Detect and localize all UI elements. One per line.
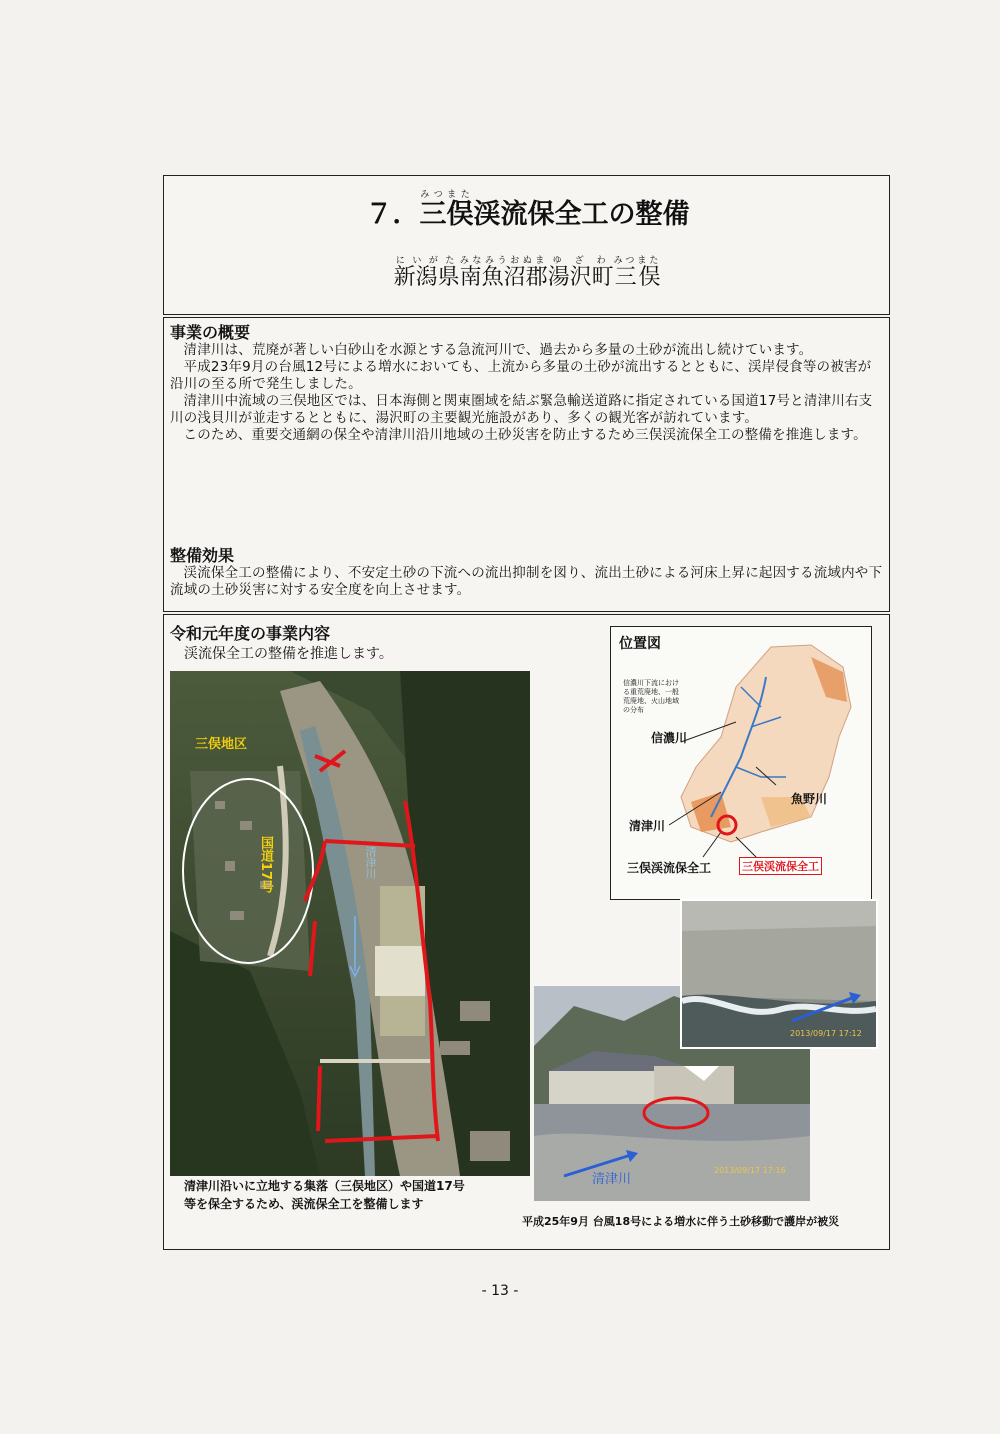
inset-timestamp: 2013/09/17 17:12 (790, 1029, 862, 1038)
title-box (163, 175, 890, 315)
map-label-uono: 魚野川 (791, 792, 828, 806)
page-number: - 13 - (481, 1283, 519, 1299)
overview-paragraph: このため、重要交通網の保全や清津川沿川地域の土砂災害を防止するため三俣渓流保全工の整備を推進します。 (183, 427, 867, 443)
page-title: ７．三俣みつまた渓流保全工の整備 (365, 190, 690, 230)
map-legend: 信濃川下流における重荒廃地、一般荒廃地、火山地域の分布 (623, 679, 679, 714)
map-label-site: 三俣渓流保全工 (627, 861, 712, 875)
map-label-shinano: 信濃川 (651, 731, 688, 745)
overview-heading: 事業の概要 (170, 323, 251, 342)
aerial-caption (184, 1177, 465, 1213)
aerial-photo (170, 671, 530, 1176)
effects-body (170, 565, 883, 599)
location-map (610, 626, 872, 900)
aerial-caption-line: 清津川沿いに立地する集落（三俣地区）や国道17号 (184, 1179, 465, 1193)
aerial-caption-line: 等を保全するため、渓流保全工を整備します (184, 1197, 424, 1211)
damage-timestamp: 2013/09/17 17:16 (714, 1166, 786, 1175)
overview-paragraph: 清津川中流域の三俣地区では、日本海側と関東圏域を結ぶ緊急輸送道路に指定されている国道17号と清津川右支川の浅貝川が並走するとともに、湯沢町の主要観光施設があり、多くの観光客が訪れています。 (170, 393, 873, 426)
plan-box (163, 614, 890, 1250)
overview-paragraph: 清津川は、荒廃が著しい白砂山を水源とする急流河川で、過去から多量の土砂が流出し続けています。 (183, 342, 813, 358)
overview-body (170, 342, 883, 444)
damage-caption: 平成25年9月 台風18号による増水に伴う土砂移動で護岸が被災 (522, 1215, 840, 1228)
map-title: 位置図 (619, 636, 661, 652)
map-label-kiyotsu: 清津川 (629, 819, 666, 833)
effects-paragraph: 渓流保全工の整備により、不安定土砂の下流への流出抑制を図り、流出土砂による河床上昇に起因する流域内や下流域の土砂災害に対する安全度を向上させます。 (170, 565, 883, 598)
label-district: 三俣地区 (195, 737, 248, 752)
map-label-site-red: 三俣渓流保全工 (739, 857, 822, 875)
inset-photo (680, 899, 878, 1049)
damage-label-river: 清津川 (592, 1172, 632, 1187)
plan-heading: 令和元年度の事業内容 (170, 624, 331, 643)
label-river-aerial: 清津川 (364, 846, 377, 879)
overview-paragraph: 平成23年9月の台風12号による増水においても、上流から多量の土砂が流出するとともに、渓岸侵食等の被害が沿川の至る所で発生しました。 (170, 359, 872, 392)
label-route: 国道17号 (258, 836, 273, 894)
location-subtitle: 新潟県にいがた南魚沼郡みなみうおぬま湯沢町ゆざわ三俣みつまた (393, 256, 662, 290)
overview-box (163, 317, 890, 612)
plan-text: 渓流保全工の整備を推進します。 (184, 646, 393, 662)
effects-heading: 整備効果 (170, 546, 235, 565)
